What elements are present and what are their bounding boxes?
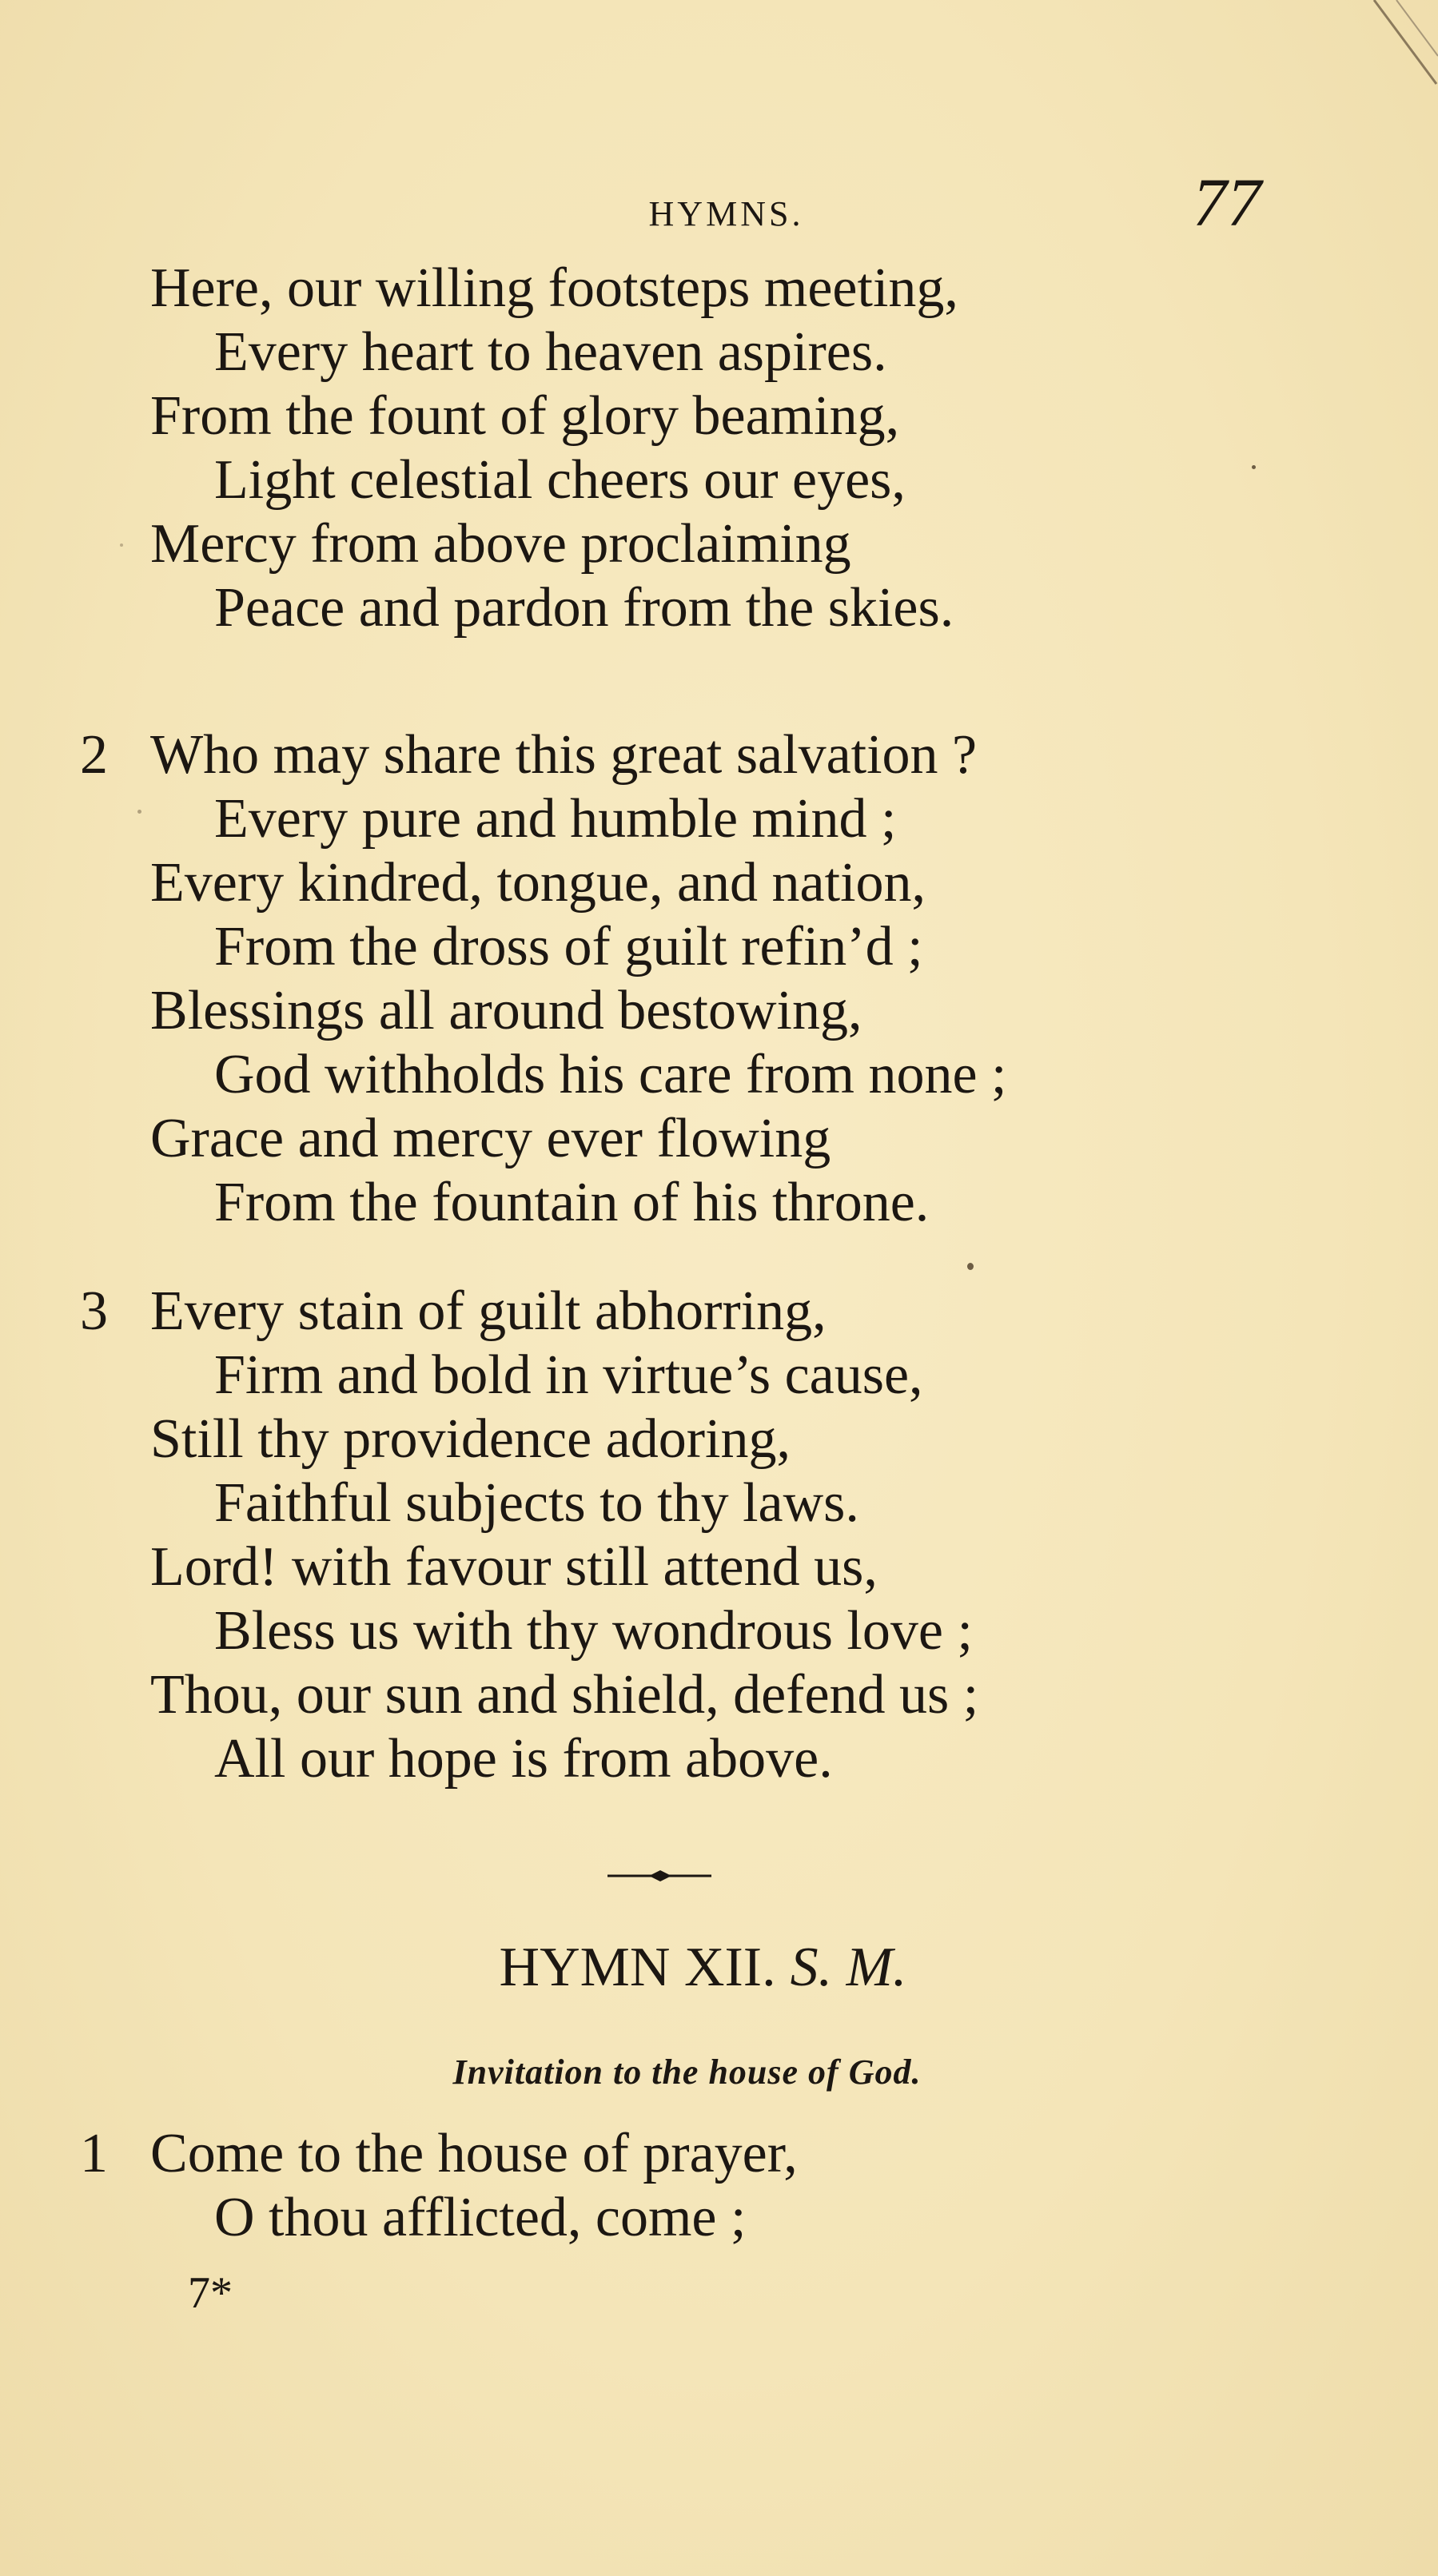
verse-line: From the fountain of his throne. xyxy=(214,1172,930,1233)
hymn-meter: S. M. xyxy=(790,1937,907,1998)
verse-line: Here, our willing footsteps meeting, xyxy=(150,257,958,319)
verse-line: Light celestial cheers our eyes, xyxy=(214,449,906,511)
verse-line: From the dross of guilt refin’d ; xyxy=(214,916,923,977)
verse-line: Every heart to heaven aspires. xyxy=(214,321,887,383)
verse-line: 2 Who may share this great salvation ? xyxy=(80,724,978,786)
running-head: HYMNS. xyxy=(648,194,804,233)
paper-speck xyxy=(967,1263,974,1270)
verse-line: Thou, our sun and shield, defend us ; xyxy=(150,1664,979,1726)
signature-mark: 7* xyxy=(188,2268,233,2318)
hymn-xii-stanza-1 xyxy=(0,2122,1438,2250)
stanza-1 xyxy=(0,257,1438,640)
verse-line: From the fount of glory beaming, xyxy=(150,385,900,447)
paper-speck xyxy=(137,810,141,814)
verse-line: Lord! with favour still attend us, xyxy=(150,1536,878,1598)
verse-line: God withholds his care from none ; xyxy=(214,1044,1007,1105)
verse-line: All our hope is from above. xyxy=(214,1728,833,1790)
verse-line: 1 Come to the house of prayer, xyxy=(80,2123,798,2184)
verse-line: Grace and mercy ever flowing xyxy=(150,1108,831,1169)
ornament-divider xyxy=(607,1868,711,1884)
stanza-number: 3 xyxy=(80,1280,108,1342)
page-number: 77 xyxy=(1193,164,1261,241)
page-corner-fold xyxy=(1366,0,1438,96)
verse-line: Still thy providence adoring, xyxy=(150,1408,791,1470)
paper-speck xyxy=(120,543,123,547)
verse-line: Every pure and humble mind ; xyxy=(214,788,897,850)
stanza-3 xyxy=(0,1280,1438,1791)
verse-line: Mercy from above proclaiming xyxy=(150,513,851,575)
verse-line: Faithful subjects to thy laws. xyxy=(214,1472,859,1534)
hymn-number: HYMN XII. xyxy=(499,1937,776,1998)
verse-line: 3 Every stain of guilt abhorring, xyxy=(80,1280,827,1342)
verse-line: Firm and bold in virtue’s cause, xyxy=(214,1344,923,1406)
verse-line: Every kindred, tongue, and nation, xyxy=(150,852,926,914)
verse-line: Blessings all around bestowing, xyxy=(150,980,862,1041)
verse-line: Bless us with thy wondrous love ; xyxy=(214,1600,973,1662)
stanza-2 xyxy=(0,723,1438,1235)
verse-line: O thou afflicted, come ; xyxy=(214,2187,747,2248)
paper-speck xyxy=(1252,465,1256,469)
hymn-subtitle: Invitation to the house of God. xyxy=(452,2052,922,2092)
stanza-number: 1 xyxy=(80,2123,108,2184)
verse-line: Peace and pardon from the skies. xyxy=(214,577,954,639)
stanza-number: 2 xyxy=(80,724,108,786)
hymn-title xyxy=(0,1936,1438,2000)
